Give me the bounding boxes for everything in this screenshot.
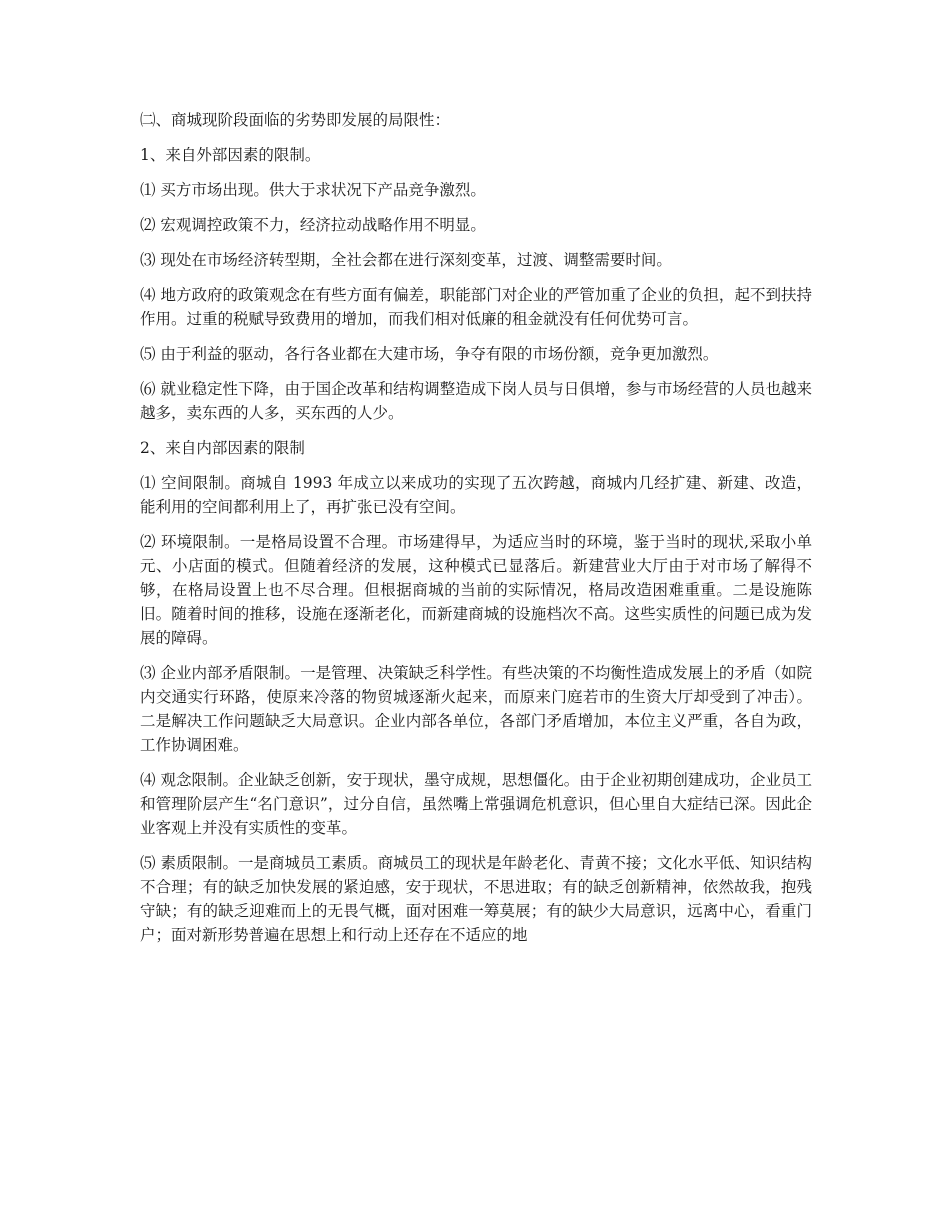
- paragraph-internal-5: ⑸ 素质限制。一是商城员工素质。商城员工的现状是年龄老化、青黄不接；文化水平低、知识结构不合理；有的缺乏加快发展的紧迫感，安于现状，不思进取；有的缺乏创新精神，依然故我，抱残守缺；有的缺乏迎难而上的无畏气概，面对困难一筹莫展；有的缺少大局意识，远离中心，看重门户；面对新形势普遍在思想上和行动上还存在不适应的地: [140, 854, 812, 944]
- paragraph-external-3: ⑶ 现处在市场经济转型期，全社会都在进行深刻变革，过渡、调整需要时间。: [140, 251, 672, 269]
- paragraph-internal-1: ⑴ 空间限制。商城自 1993 年成立以来成功的实现了五次跨越，商城内几经扩建、新建、改造，能利用的空间都利用上了，再扩张已没有空间。: [140, 474, 812, 516]
- paragraph-internal-4: ⑷ 观念限制。企业缺乏创新，安于现状，墨守成规，思想僵化。由于企业初期创建成功，企业员工和管理阶层产生“名门意识”，过分自信，虽然嘴上常强调危机意识，但心里自大症结已深。因此企业客观上并没有实质性的变革。: [140, 771, 812, 837]
- subheading-external-factors: 1、来自外部因素的限制。: [140, 146, 321, 164]
- paragraph-external-1: ⑴ 买方市场出现。供大于求状况下产品竞争激烈。: [140, 181, 486, 199]
- paragraph-internal-2: ⑵ 环境限制。一是格局设置不合理。市场建得早，为适应当时的环境，鉴于当时的现状,采取小单元、小店面的模式。但随着经济的发展，这种模式已显落后。新建营业大厅由于对市场了解得不够，在格局设置上也不尽合理。但根据商城的当前的实际情况，格局改造困难重重。二是设施陈旧。随着时间的推移，设施在逐渐老化，而新建商城的设施档次不高。这些实质性的问题已成为发展的障碍。: [140, 533, 812, 647]
- paragraph-external-6: ⑹ 就业稳定性下降，由于国企改革和结构调整造成下岗人员与日俱增，参与市场经营的人员也越来越多，卖东西的人多，买东西的人少。: [140, 380, 812, 422]
- paragraph-internal-3: ⑶ 企业内部矛盾限制。一是管理、决策缺乏科学性。有些决策的不均衡性造成发展上的矛盾（如院内交通实行环路，使原来冷落的物贸城逐渐火起来，而原来门庭若市的生资大厅却受到了冲击）。二是解决工作问题缺乏大局意识。企业内部各单位，各部门矛盾增加，本位主义严重，各自为政，工作协调困难。: [140, 664, 812, 754]
- paragraph-external-5: ⑸ 由于利益的驱动，各行各业都在大建市场，争夺有限的市场份额，竞争更加激烈。: [140, 345, 719, 363]
- paragraph-external-2: ⑵ 宏观调控政策不力，经济拉动战略作用不明显。: [140, 216, 486, 234]
- subheading-internal-factors: 2、来自内部因素的限制: [140, 439, 305, 457]
- paragraph-external-4: ⑷ 地方政府的政策观念在有些方面有偏差，职能部门对企业的严管加重了企业的负担，起不到扶持作用。过重的税赋导致费用的增加，而我们相对低廉的租金就没有任何优势可言。: [140, 286, 812, 328]
- section-heading-weaknesses: ㈡、商城现阶段面临的劣势即发展的局限性：: [140, 111, 451, 129]
- document-page: [140, 108, 812, 958]
